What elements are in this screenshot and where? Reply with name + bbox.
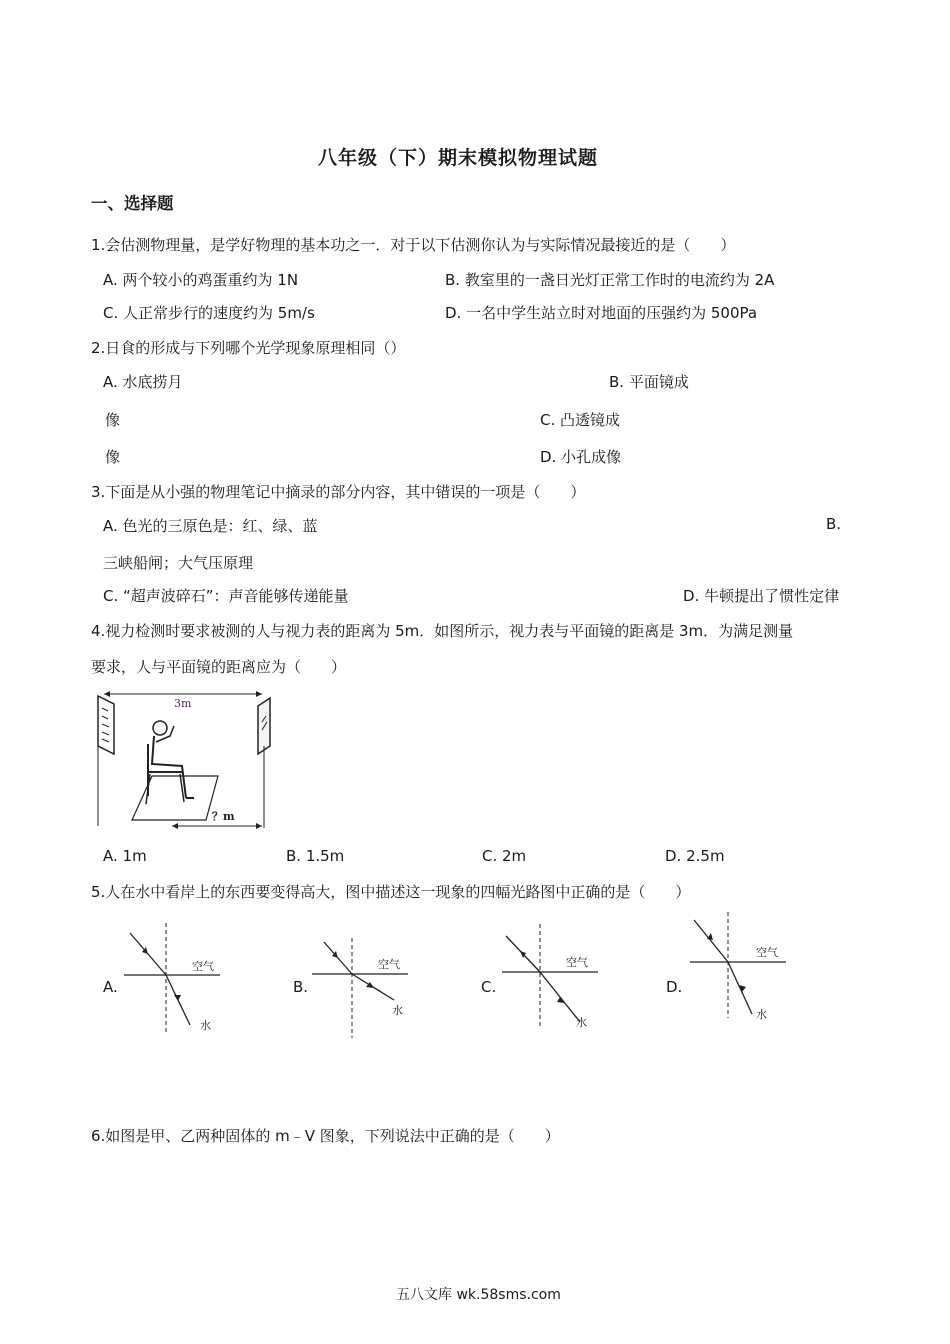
section-heading: 一、选择题 <box>91 194 174 213</box>
question-2-option-c-cont: 像 <box>105 448 121 466</box>
question-3-option-d: D. 牛顿提出了惯性定律 <box>683 587 840 605</box>
question-4-stem: 4.视力检测时要求被测的人与视力表的距离为 5m．如图所示，视力表与平面镜的距离是 3m．为满足测量 <box>91 622 794 640</box>
water-label: 水 <box>576 1016 587 1029</box>
question-4-option-c: C. 2m <box>482 847 527 865</box>
bottom-distance-label: ？m <box>212 810 235 823</box>
question-1-option-a: A. 两个较小的鸡蛋重约为 1N <box>103 271 299 289</box>
question-2-option-b-cont: 像 <box>105 411 121 429</box>
question-5-option-d: D. <box>666 978 683 996</box>
page-title: 八年级（下）期末模拟物理试题 <box>318 147 599 169</box>
question-3-option-b-cont: 三峡船闸；大气压原理 <box>103 554 254 572</box>
page-footer: 五八文库 wk.58sms.com <box>396 1287 561 1303</box>
air-label: 空气 <box>378 958 400 971</box>
question-2-option-d: D. 小孔成像 <box>540 448 622 466</box>
question-4-option-b: B. 1.5m <box>286 847 345 865</box>
question-2-option-a: A. 水底捞月 <box>103 373 183 391</box>
question-1-stem: 1.会估测物理量，是学好物理的基本功之一．对于以下估测你认为与实际情况最接近的是（ ） <box>91 236 736 254</box>
question-2-option-b: B. 平面镜成 <box>609 373 689 391</box>
question-3-stem: 3.下面是从小强的物理笔记中摘录的部分内容，其中错误的一项是（ ） <box>91 483 586 501</box>
question-5-option-a: A. <box>103 978 118 996</box>
ray-diagram-c <box>498 924 608 1034</box>
question-2-option-c: C. 凸透镜成 <box>540 411 621 429</box>
question-5-option-b: B. <box>293 978 309 996</box>
question-1-option-b: B. 教室里的一盏日光灯正常工作时的电流约为 2A <box>445 271 775 289</box>
air-label: 空气 <box>192 960 214 973</box>
ray-diagram-d <box>686 912 796 1022</box>
water-label: 水 <box>392 1004 403 1017</box>
water-label: 水 <box>200 1019 211 1032</box>
ray-diagram-b <box>308 938 418 1038</box>
ray-diagram-a <box>120 923 230 1033</box>
question-1-option-c: C. 人正常步行的速度约为 5m/s <box>103 304 315 322</box>
question-5-option-c: C. <box>481 978 497 996</box>
air-label: 空气 <box>566 956 588 969</box>
air-label: 空气 <box>756 946 778 959</box>
question-5-stem: 5.人在水中看岸上的东西要变得高大，图中描述这一现象的四幅光路图中正确的是（ ） <box>91 883 691 901</box>
question-3-option-b: B. <box>826 515 842 533</box>
question-4-option-a: A. 1m <box>103 847 147 865</box>
top-distance-label: 3m <box>174 697 192 710</box>
question-4-option-d: D. 2.5m <box>665 847 725 865</box>
question-6-stem: 6.如图是甲、乙两种固体的 m﹣V 图象，下列说法中正确的是（ ） <box>91 1127 560 1145</box>
question-2-stem: 2.日食的形成与下列哪个光学现象原理相同（） <box>91 339 406 357</box>
question-1-option-d: D. 一名中学生站立时对地面的压强约为 500Pa <box>445 304 758 322</box>
question-4-stem-cont: 要求，人与平面镜的距离应为（ ） <box>91 658 347 676</box>
question-3-option-c: C. “超声波碎石”：声音能够传递能量 <box>103 587 349 605</box>
question-3-option-a: A. 色光的三原色是：红、绿、蓝 <box>103 517 318 535</box>
water-label: 水 <box>756 1008 767 1021</box>
eye-chart-mirror-figure <box>90 686 280 836</box>
